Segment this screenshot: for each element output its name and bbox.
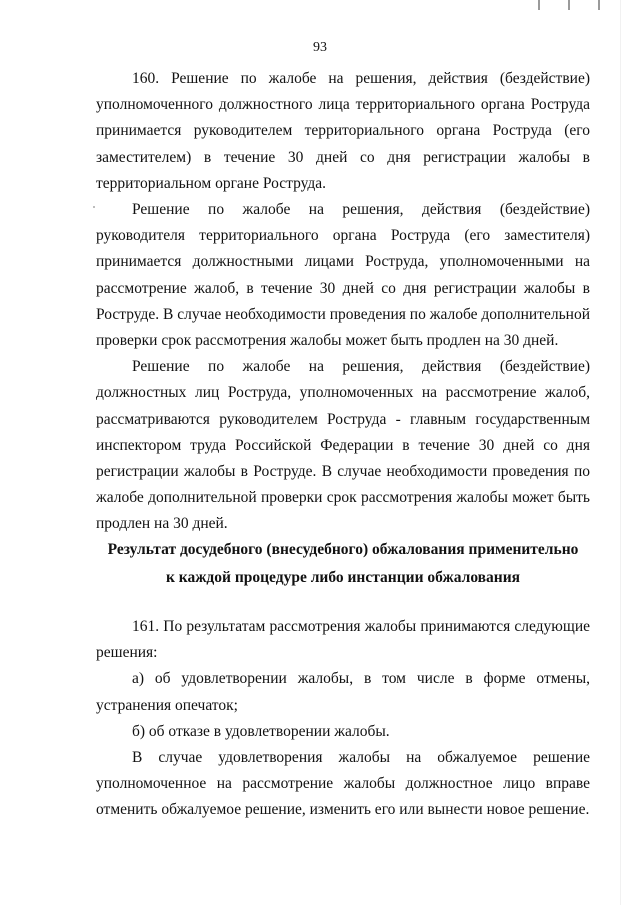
paragraph-regional-head-appeal: Решение по жалобе на решения, действия (бездействие) руководителя территориального органа Роструда (его заместителя) принимается должностными лицами Роструда, уполномоченными на рассмотрение жалоб, в течение 30 дней со дня регистрации жалобы в Роструде. В случае необходимости проведения по жалобе дополнительной проверки срок рассмотрения жалобы может быть продлен на 30 дней. — [96, 201, 590, 350]
body-text — [96, 66, 590, 538]
decision-option-a: а) об удовлетворении жалобы, в том числе в форме отмены, устранения опечаток; — [96, 670, 590, 714]
paragraph-satisfaction-effect: В случае удовлетворения жалобы на обжалуемое решение уполномоченное на рассмотрение жалобы должностное лицо вправе отменить обжалуемое решение, изменить его или вынести новое решение. — [96, 749, 590, 819]
scan-dot — [93, 206, 95, 208]
section-161-text — [96, 614, 590, 824]
scan-edge — [620, 0, 621, 905]
decision-option-b: б) об отказе в удовлетворении жалобы. — [132, 722, 390, 740]
scan-mark — [538, 0, 540, 10]
section-heading-line-1: Результат досудебного (внесудебного) обжалования применительно — [107, 541, 579, 558]
paragraph-161: 161. По результатам рассмотрения жалобы принимаются следующие решения: — [96, 618, 590, 662]
paragraph-rostrud-officials-appeal: Решение по жалобе на решения, действия (бездействие) должностных лиц Роструда, уполномоченных на рассмотрение жалоб, рассматриваются руководителем Роструда - главным государственным инспектором труда Российской Федерации в течение 30 дней со дня регистрации жалобы в Роструде. В случае необходимости проведения по жалобе дополнительной проверки срок рассмотрения жалобы может быть продлен на 30 дней. — [96, 358, 590, 533]
section-heading-line-2: к каждой процедуре либо инстанции обжалования — [165, 569, 521, 586]
scan-mark — [598, 0, 600, 10]
section-heading — [96, 536, 590, 592]
page-number: 93 — [313, 40, 327, 55]
scan-mark — [568, 0, 570, 10]
paragraph-160: 160. Решение по жалобе на решения, действия (бездействие) уполномоченного должностного лица территориального органа Роструда принимается руководителем территориального органа Роструда (его заместителем) в течение 30 дней со дня регистрации жалобы в территориальном органе Роструда. — [96, 70, 590, 192]
